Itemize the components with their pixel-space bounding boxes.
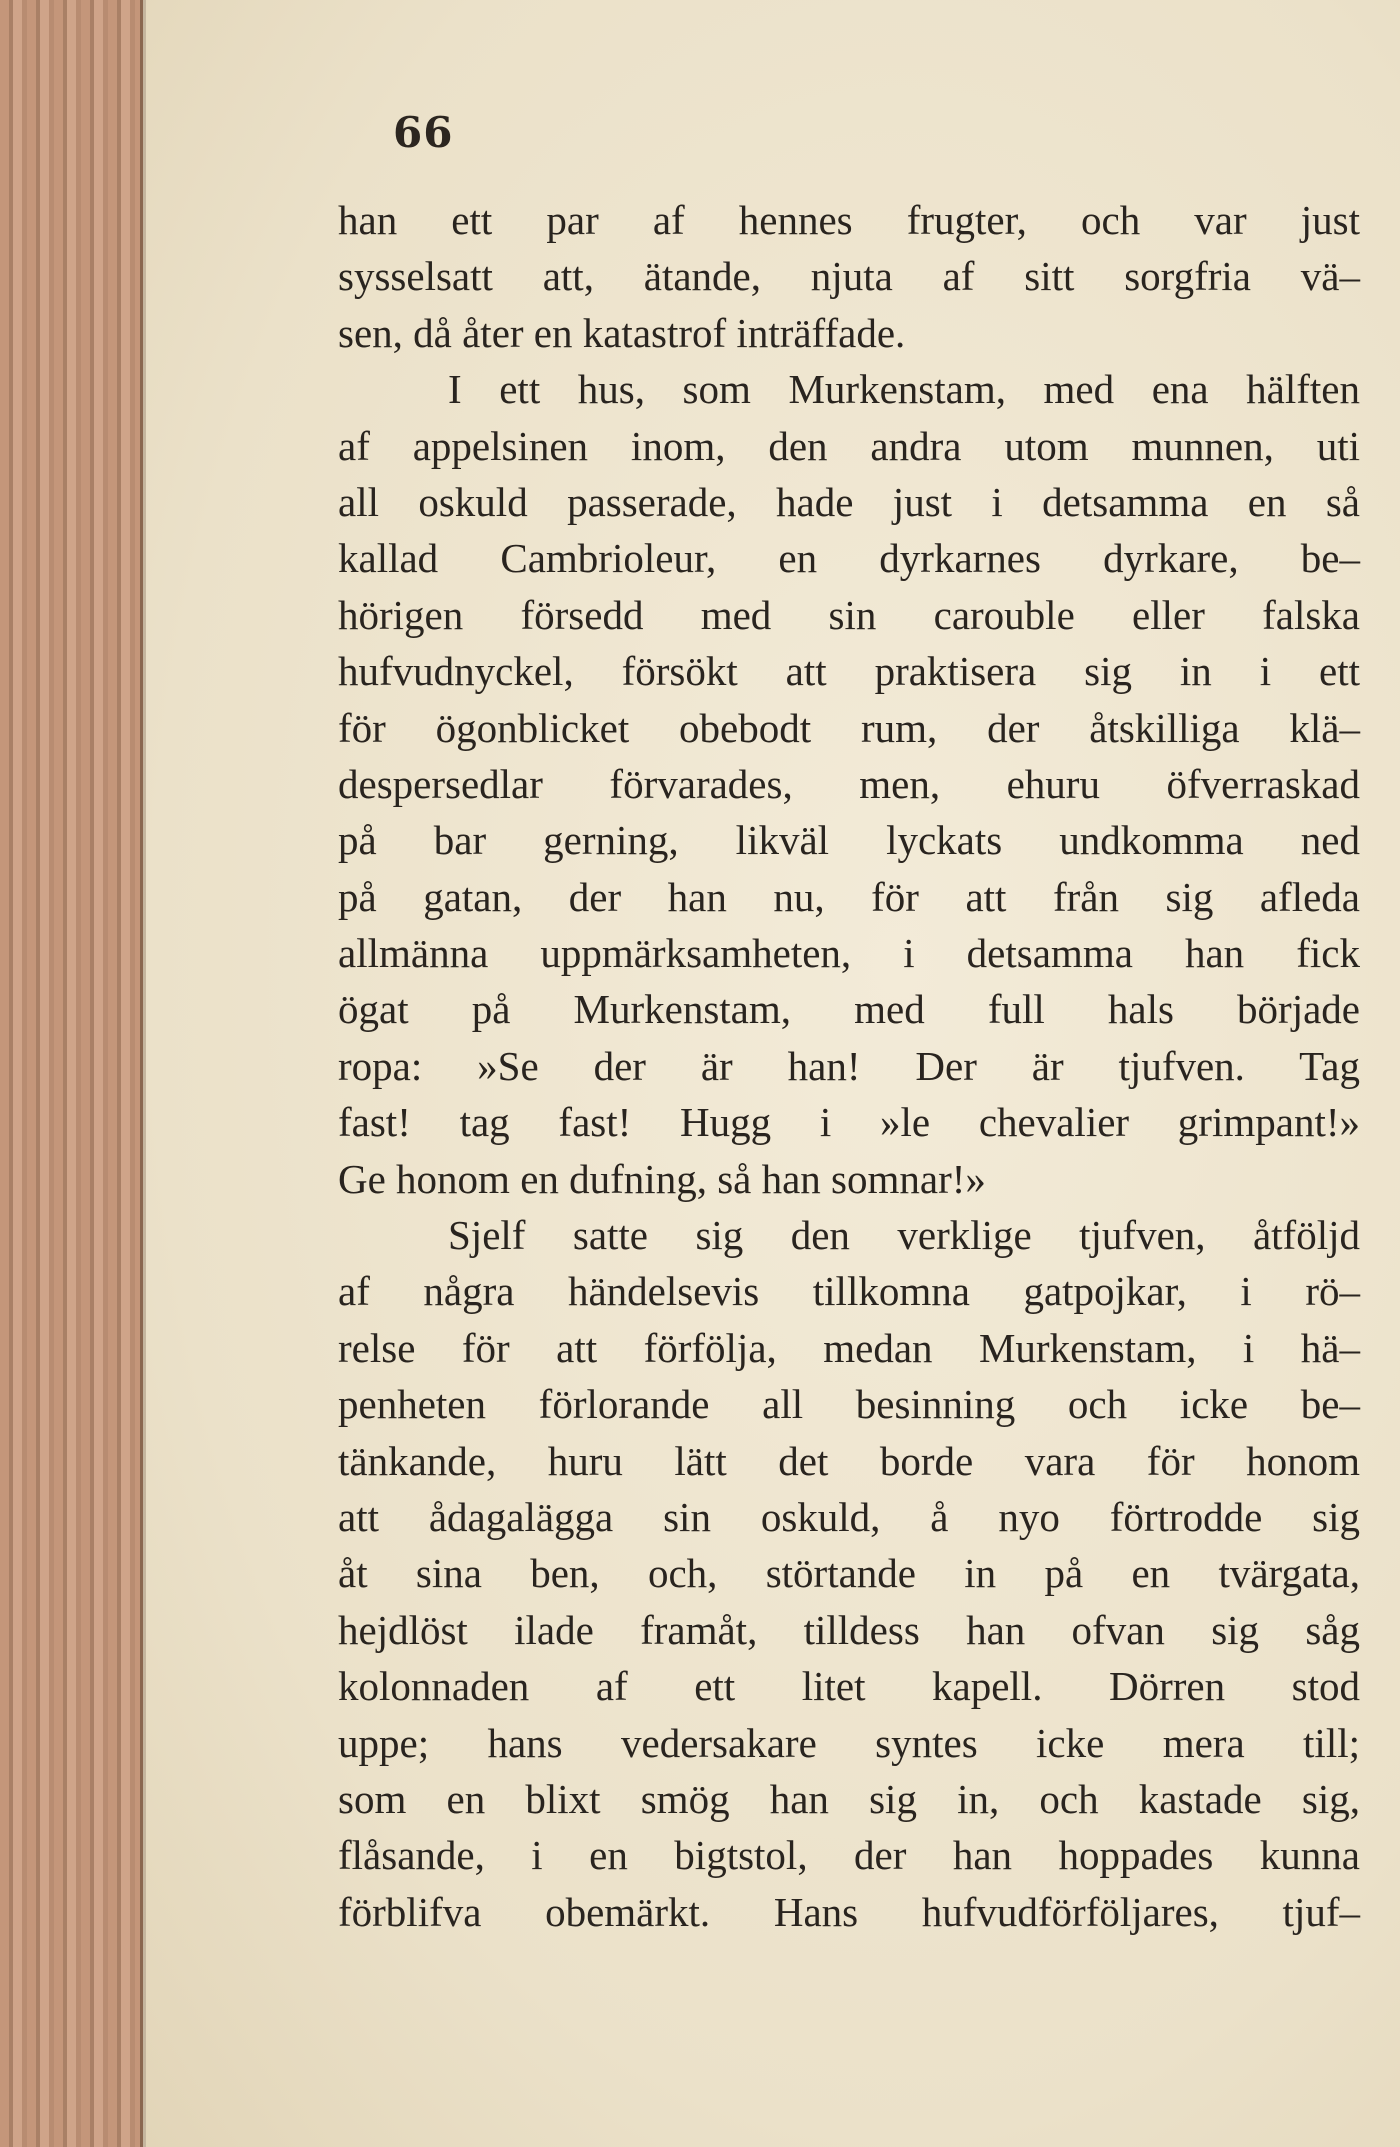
text-line: hufvudnyckel, försökt att praktisera sig in i ett [338,648,1360,695]
text-line: på gatan, der han nu, för att från sig afleda [338,873,1360,920]
text-line: för ögonblicket obebodt rum, der åtskilliga klä– [338,704,1360,751]
text-line: ropa: »Se der är han! Der är tjufven. Tag [338,1042,1360,1089]
text-line: allmänna uppmärksamheten, i detsamma han fick [338,930,1360,977]
text-line: på bar gerning, likväl lyckats undkomma ned [338,817,1360,864]
book-binding-edge [0,0,143,2147]
text-line: af appelsinen inom, den andra utom munnen, uti [338,422,1360,469]
text-line: flåsande, i en bigtstol, der han hoppades kunna [338,1832,1360,1879]
text-line: kallad Cambrioleur, en dyrkarnes dyrkare, be– [338,535,1360,582]
text-line: relse för att förfölja, medan Murkenstam, i hä– [338,1324,1360,1371]
text-line: ögat på Murkenstam, med full hals började [338,986,1360,1033]
text-line: att ådagalägga sin oskuld, å nyo förtrodde sig [338,1493,1360,1540]
text-line: all oskuld passerade, hade just i detsamma en så [338,478,1360,525]
text-line: kolonnaden af ett litet kapell. Dörren stod [338,1663,1360,1710]
text-line: tänkande, huru lätt det borde vara för honom [338,1437,1360,1484]
text-line: han ett par af hennes frugter, och var just [338,197,1360,243]
text-line: af några händelsevis tillkomna gatpojkar, i rö– [338,1268,1360,1315]
text-line: sen, då åter en katastrof inträffade. [338,309,906,356]
text-line: hörigen försedd med sin carouble eller falska [338,591,1360,638]
text-line: penheten förlorande all besinning och icke be– [338,1381,1360,1428]
page-body-text [338,192,1360,1940]
text-line: åt sina ben, och, störtande in på en tvärgata, [338,1550,1360,1597]
page-number: 66 [393,108,454,157]
text-line: förblifva obemärkt. Hans hufvudförföljares, tjuf– [338,1888,1360,1935]
text-line: hejdlöst ilade framåt, tilldess han ofvan sig såg [338,1606,1360,1653]
text-line: despersedlar förvarades, men, ehuru öfverraskad [338,760,1360,807]
text-line: uppe; hans vedersakare syntes icke mera till; [338,1719,1360,1766]
text-line: fast! tag fast! Hugg i »le chevalier grimpant!» [338,1099,1360,1146]
text-line: som en blixt smög han sig in, och kastade sig, [338,1775,1360,1822]
text-line: Ge honom en dufning, så han somnar!» [338,1155,986,1202]
text-line: sysselsatt att, ätande, njuta af sitt sorgfria vä– [338,253,1360,300]
text-line: Sjelf satte sig den verklige tjufven, åtföljd [448,1212,1360,1259]
text-line: I ett hus, som Murkenstam, med ena hälften [448,366,1360,413]
